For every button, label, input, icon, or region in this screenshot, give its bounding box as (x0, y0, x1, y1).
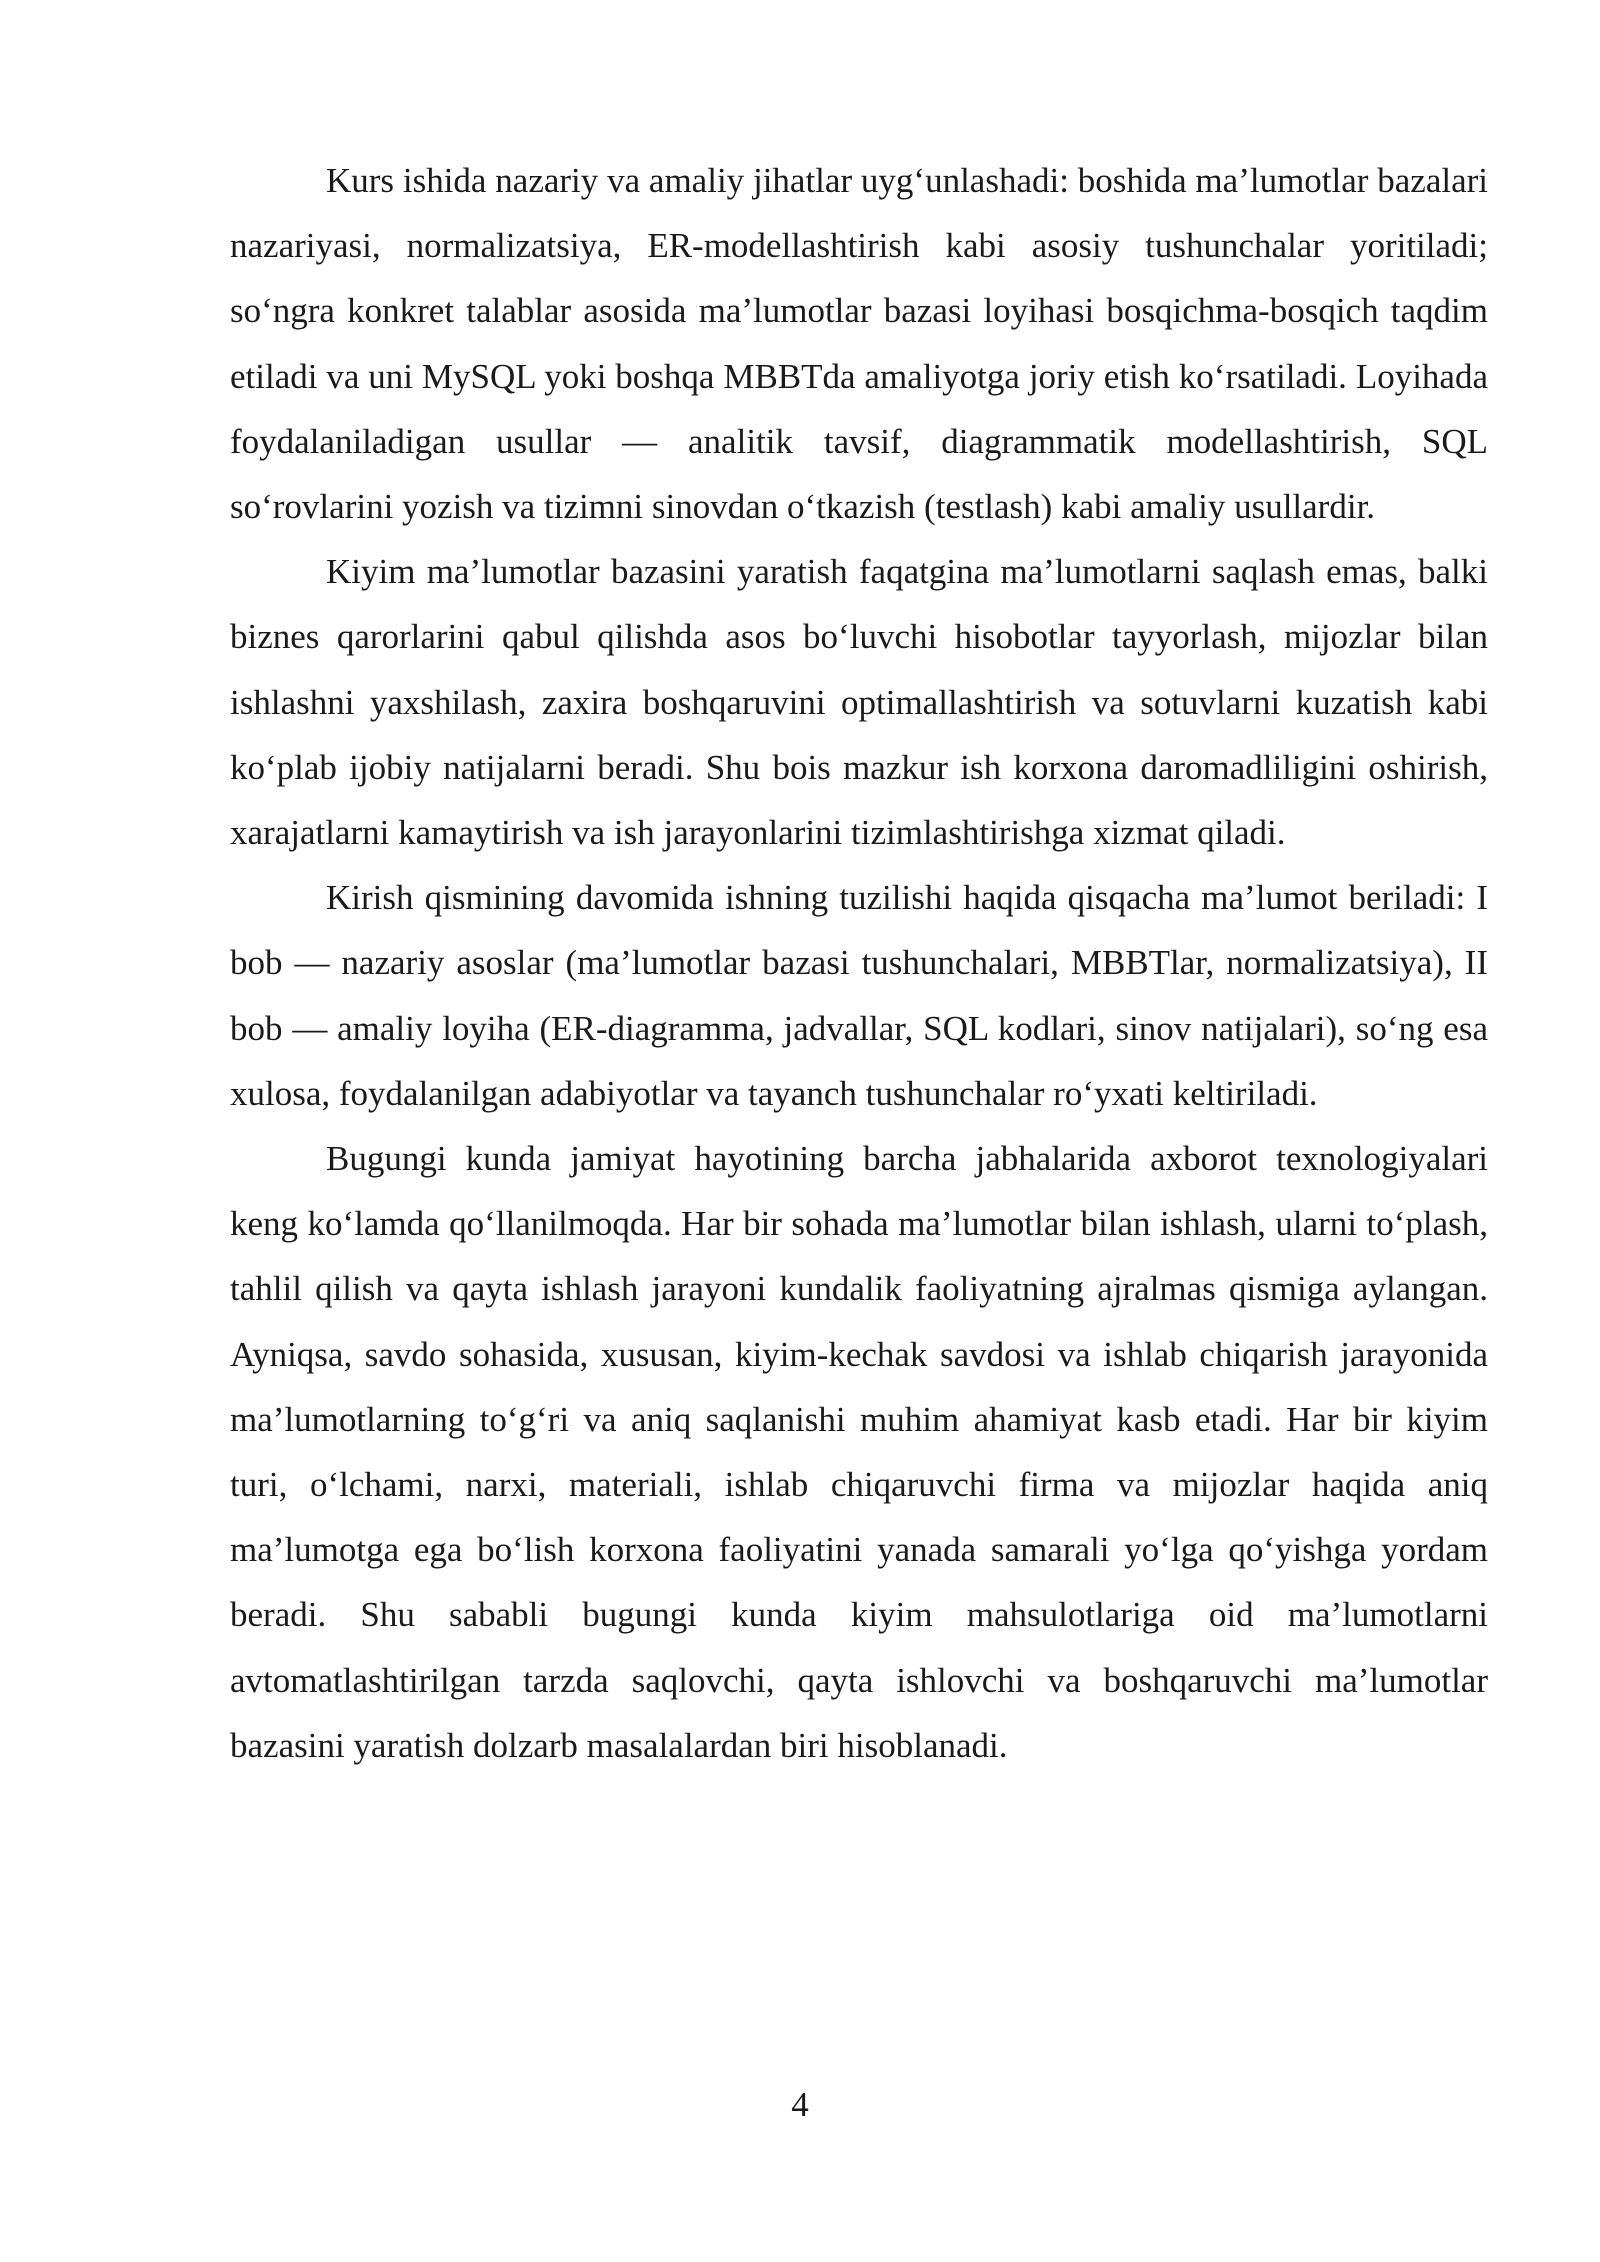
paragraph-1: Kurs ishida nazariy va amaliy jihatlar uyg‘unlashadi: boshida ma’lumotlar bazalari nazariyasi, normalizatsiya, ER-modellashtirish kabi asosiy tushunchalar yoritiladi; so‘ngra konkret talablar asosida ma’lumotlar bazasi loyihasi bosqichma-bosqich taqdim etiladi va uni MySQL yoki boshqa MBBTda amaliyotga joriy etish ko‘rsatiladi. Loyihada foydalaniladigan usullar — analitik tavsif, diagrammatik modellashtirish, SQL so‘rovlarini yozish va tizimni sinovdan o‘tkazish (testlash) kabi amaliy usullardir. (230, 161, 1488, 527)
page-number: 4 (791, 2085, 809, 2124)
body-text (230, 148, 1488, 1778)
paragraph-2: Kiyim ma’lumotlar bazasini yaratish faqatgina ma’lumotlarni saqlash emas, balki biznes qarorlarini qabul qilishda asos bo‘luvchi hisobotlar tayyorlash, mijozlar bilan ishlashni yaxshilash, zaxira boshqaruvini optimallashtirish va sotuvlarni kuzatish kabi ko‘plab ijobiy natijalarni beradi. Shu bois mazkur ish korxona daromadliligini oshirish, xarajatlarni kamaytirish va ish jarayonlarini tizimlashtirishga xizmat qiladi. (230, 552, 1488, 853)
paragraph-4: Bugungi kunda jamiyat hayotining barcha jabhalarida axborot texnologiyalari keng ko‘lamda qo‘llanilmoqda. Har bir sohada ma’lumotlar bilan ishlash, ularni to‘plash, tahlil qilish va qayta ishlash jarayoni kundalik faoliyatning ajralmas qismiga aylangan. Ayniqsa, savdo sohasida, xususan, kiyim-kechak savdosi va ishlab chiqarish jarayonida ma’lumotlarning to‘g‘ri va aniq saqlanishi muhim ahamiyat kasb etadi. Har bir kiyim turi, o‘lchami, narxi, materiali, ishlab chiqaruvchi firma va mijozlar haqida aniq ma’lumotga ega bo‘lish korxona faoliyatini yanada samarali yo‘lga qo‘yishga yordam beradi. Shu sababli bugungi kunda kiyim mahsulotlariga oid ma’lumotlarni avtomatlashtirilgan tarzda saqlovchi, qayta ishlovchi va boshqaruvchi ma’lumotlar bazasini yaratish dolzarb masalalardan biri hisoblanadi. (230, 1139, 1488, 1765)
paragraph-3: Kirish qismining davomida ishning tuzilishi haqida qisqacha ma’lumot beriladi: I bob — nazariy asoslar (ma’lumotlar bazasi tushunchalari, MBBTlar, normalizatsiya), II bob — amaliy loyiha (ER-diagramma, jadvallar, SQL kodlari, sinov natijalari), so‘ng esa xulosa, foydalanilgan adabiyotlar va tayanch tushunchalar ro‘yxati keltiriladi. (230, 878, 1488, 1113)
